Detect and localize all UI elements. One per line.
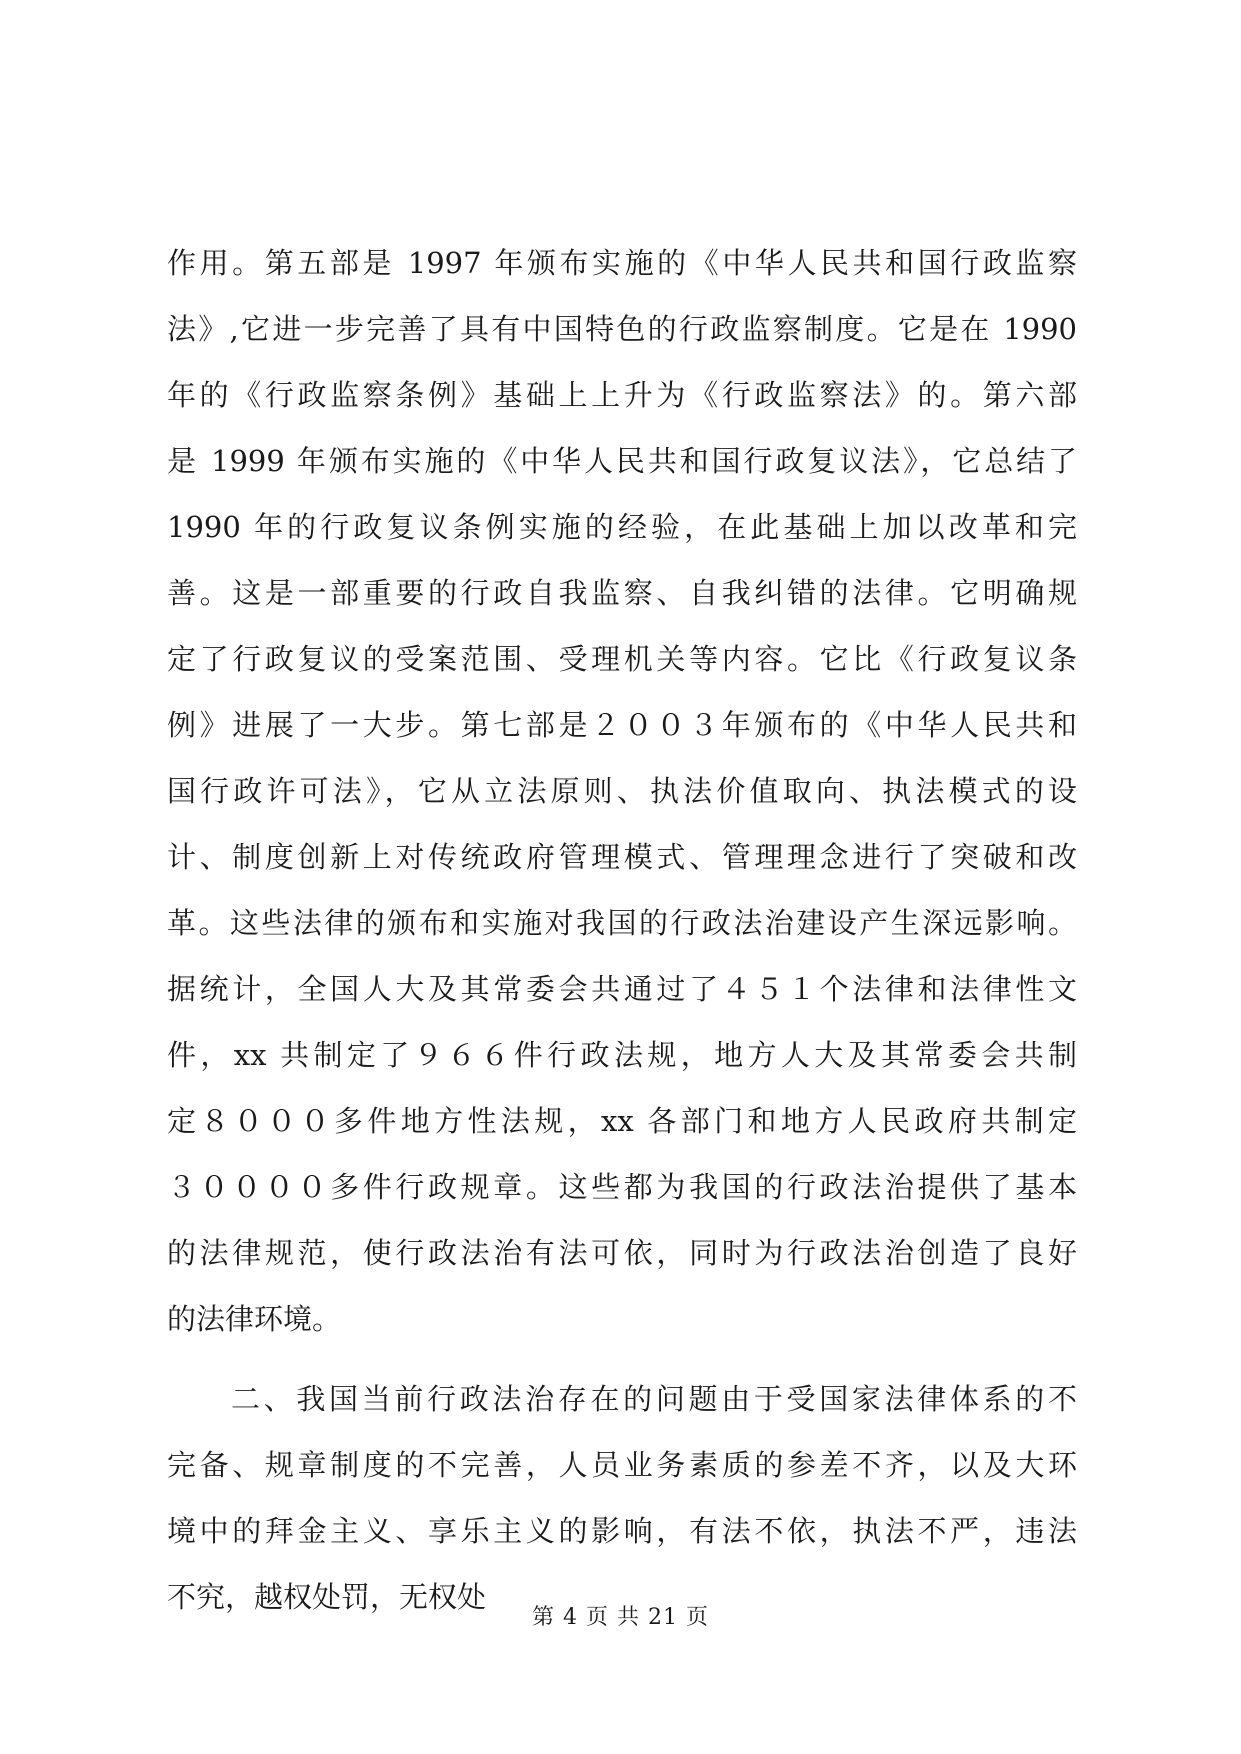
text-line: 完备、规章制度的不完善，人员业务素质的参差不齐，以及大环: [167, 1448, 1077, 1482]
text-line: 法》,它进一步完善了具有中国特色的行政监察制度。它是在 1990: [167, 312, 1077, 346]
text-line: 境中的拜金主义、享乐主义的影响，有法不依，执法不严，违法: [167, 1514, 1077, 1548]
paragraph-1: [167, 230, 1077, 1352]
text-line: 计、制度创新上对传统政府管理模式、管理理念进行了突破和改: [167, 840, 1077, 874]
text-line: 定８０００多件地方性法规，xx 各部门和地方人民政府共制定: [167, 1104, 1077, 1138]
text-line: 1990 年的行政复议条例实施的经验，在此基础上加以改革和完: [167, 510, 1077, 544]
text-line: 的法律规范，使行政法治有法可依，同时为行政法治创造了良好: [167, 1236, 1077, 1270]
text-line: 不究，越权处罚，无权处: [167, 1580, 487, 1614]
paragraph-2: [167, 1366, 1077, 1630]
text-line: ３００００多件行政规章。这些都为我国的行政法治提供了基本: [167, 1170, 1077, 1204]
text-line: 年的《行政监察条例》基础上上升为《行政监察法》的。第六部: [167, 378, 1077, 412]
text-line: 件，xx 共制定了９６６件行政法规，地方人大及其常委会共制: [167, 1038, 1077, 1072]
text-line: 二、我国当前行政法治存在的问题由于受国家法律体系的不: [231, 1382, 1077, 1416]
text-line: 的法律环境。: [167, 1302, 342, 1336]
text-line: 定了行政复议的受案范围、受理机关等内容。它比《行政复议条: [167, 642, 1077, 676]
paragraph-gap: [167, 1352, 1077, 1366]
body-text: [167, 230, 1077, 1630]
text-line: 作用。第五部是 1997 年颁布实施的《中华人民共和国行政监察: [167, 246, 1077, 280]
text-line: 据统计，全国人大及其常委会共通过了４５１个法律和法律性文: [167, 972, 1077, 1006]
page-number-footer: 第 4 页 共 21 页: [532, 1605, 709, 1630]
text-line: 国行政许可法》，它从立法原则、执法价值取向、执法模式的设: [167, 774, 1077, 808]
text-line: 革。这些法律的颁布和实施对我国的行政法治建设产生深远影响。: [167, 906, 1077, 940]
text-line: 例》进展了一大步。第七部是２００３年颁布的《中华人民共和: [167, 708, 1077, 742]
text-line: 是 1999 年颁布实施的《中华人民共和国行政复议法》，它总结了: [167, 444, 1077, 478]
text-line: 善。这是一部重要的行政自我监察、自我纠错的法律。它明确规: [167, 576, 1077, 610]
